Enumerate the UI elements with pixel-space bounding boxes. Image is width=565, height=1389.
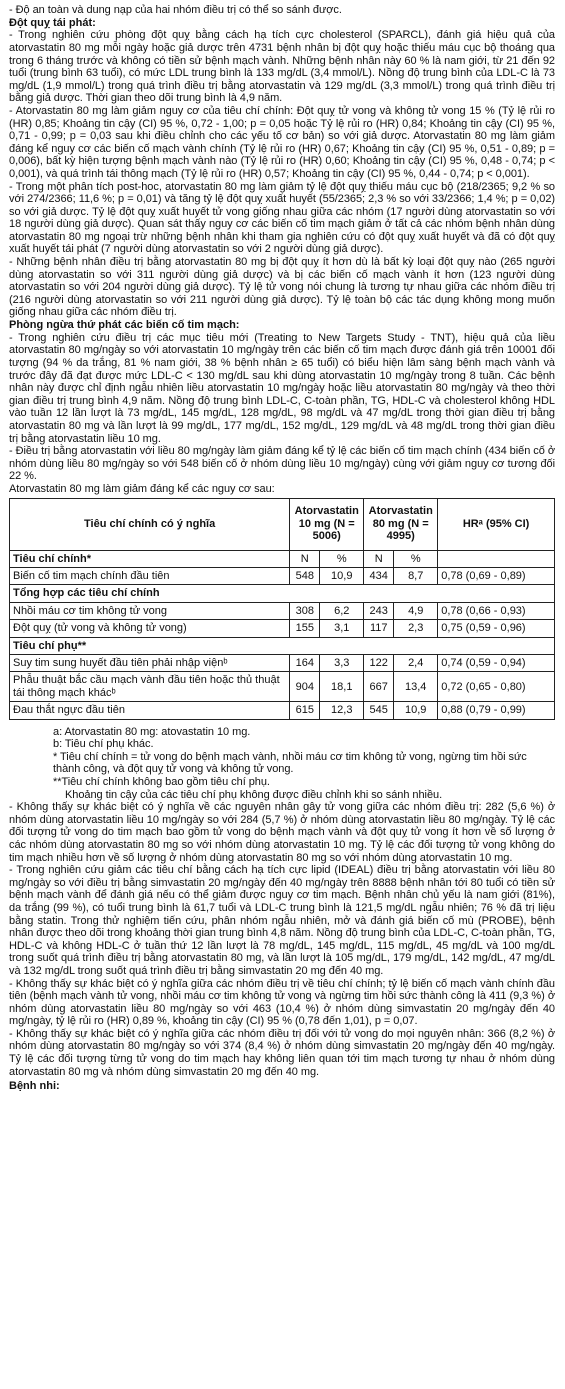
header-hr: HRᵃ (95% CI) — [438, 498, 555, 550]
footnote-b: b: Tiêu chí phụ khác. — [53, 738, 154, 751]
row-label: Đau thắt ngực đầu tiên — [10, 702, 290, 719]
cell-p80: 10,9 — [394, 702, 438, 719]
sparcl-results-paragraph: - Atorvastatin 80 mg làm giảm nguy cơ của tiêu chí chính: Đột quỵ tử vong và không tử vong 15 % (Tỷ lệ rủi ro (HR) 0,85; Khoảng tin cậy (CI) 95 %, 0,72 - 1,00; p = 0,05 hoặc Tỷ lệ rủi ro (HR) 0,84; Khoảng tin cậy (CI) 95 %, 0,71 - 0,99; p = 0,03 sau khi điều chỉnh cho các yếu tố cơ bản) so với giả dược. Atorvastatin 80 mg làm giảm đáng kể nguy cơ các biến cố mạch vành chính (Tỷ lệ rủi ro (HR) 0,67; Khoảng tin cậy (CI) 95 %, 0,51 - 0,89; p = 0,006), bất kỳ hiện tượng bệnh mạch vành nào (Tỷ lệ rủi ro (HR) 0,60; Khoảng tin cậy (CI) 95 %, 0,48 - 0,74; p < 0,001), và quá trình tái thông mạch (Tỷ lệ rủi ro (HR) 0,57; Khoảng tin cậy (CI) 95 %, 0,44 - 0,74; p < 0,001). — [9, 104, 555, 180]
cell-n80: 122 — [364, 655, 394, 672]
col-n-10: N — [290, 550, 320, 567]
ideal-paragraph: - Trong nghiên cứu giảm các tiêu chí bằng cách hạ tích cực lipid (IDEAL) điều trị bằng atorvastatin với liều 80 mg/ngày so với điều trị bằng simvastatin 20 mg/ngày đến 40 mg/ngày trên 8888 bệnh nhân tới 80 tuổi có tiền sử bệnh mạch vành để đánh giá nếu có thể giảm được nguy cơ tim mạch. Bệnh nhân chủ yếu là nam giới (81%), da trắng (99 %), có tuổi trung bình là 61,7 tuổi và LDL-C trung bình là 121,5 mg/dL ngẫu nhiên; 76 % đã trị liệu bằng statin. Trong thử nghiệm tiến cứu, phân nhóm ngẫu nhiên, mở và đánh giá biến cố mù (PROBE), bệnh nhân được theo dõi trong khoảng thời gian trung bình 4,8 năm. Nồng độ trung bình của LDL-C, C-toàn phần, TG, HDL-C và không HDL-C ở tuần thứ 12 lần lượt là 78 mg/dL, 145 mg/dL, 115 mg/dL, 45 mg/dL và 100 mg/dL trong suốt quá trình điều trị bằng atorvastatin 80 mg, và lần lượt là 105 mg/dL, 179 mg/dL, 142 mg/dL, 47 mg/dL và 132 mg/dL trong suốt quá trình điều trị bằng simvastatin 20 mg đến 40 mg. — [9, 864, 555, 977]
cell-hr: 0,72 (0,65 - 0,80) — [438, 672, 555, 702]
heading-pediatric: Bệnh nhi: — [9, 1080, 60, 1093]
heading-recurrent-stroke: Đột quỵ tái phát: — [9, 16, 96, 29]
cell-hr: 0,75 (0,59 - 0,96) — [438, 620, 555, 637]
row-label: Nhồi máu cơ tim không tử vong — [10, 602, 290, 619]
cell-n80: 434 — [364, 567, 394, 584]
table-row — [10, 655, 555, 672]
col-n-80: N — [364, 550, 394, 567]
cell-n80: 545 — [364, 702, 394, 719]
post-hoc-paragraph: - Trong một phân tích post-hoc, atorvastatin 80 mg làm giảm tỷ lệ đột quỵ thiếu máu cục bộ (218/2365; 9,2 % so với 274/2366; 11,6 %; p = 0,01) và tăng tỷ lệ đột quỵ xuất huyết (55/2365; 2,3 % so với 33/2366; 1,4 %; p = 0,02) so với giả dược. Tỷ lệ đột quỵ xuất huyết tử vong giống nhau giữa các nhóm (17 người dùng atorvastatin so với 18 người dùng giả dược). Quan sát thấy nguy cơ các biến cố tim mạch giảm ở tất cả các nhóm bệnh nhân dùng atorvastatin 80 mg ngoại trừ những bệnh nhân khi tham gia nghiên cứu có đột quỵ xuất huyết và đã có đột quỵ xuất huyết tái phát (7 người dùng atorvastatin so với 2 người dùng giả dược). — [9, 180, 555, 256]
table-footnotes — [9, 726, 555, 802]
cell-n10: 308 — [290, 602, 320, 619]
footnote-ci: Khoảng tin cậy của các tiêu chí phụ không được điều chỉnh khi so sánh nhiều. — [65, 788, 443, 801]
footnote-a: a: Atorvastatin 80 mg: atovastatin 10 mg. — [53, 725, 251, 738]
cell-n10: 904 — [290, 672, 320, 702]
cell-hr: 0,78 (0,69 - 0,89) — [438, 567, 555, 584]
cell-p80: 13,4 — [394, 672, 438, 702]
table-row — [10, 602, 555, 619]
header-atorvastatin-10: Atorvastatin 10 mg (N = 5006) — [290, 498, 364, 550]
footnote-primary: * Tiêu chí chính = tử vong do bệnh mạch vành, nhồi máu cơ tim không tử vong, ngừng tim hồi sức thành công, và đột quỵ tử vong và không tử vong. — [53, 750, 527, 776]
table-intro: Atorvastatin 80 mg làm giảm đáng kể các nguy cơ sau: — [9, 482, 275, 495]
table-row — [10, 620, 555, 637]
cell-hr: 0,78 (0,66 - 0,93) — [438, 602, 555, 619]
cell-hr: 0,74 (0,59 - 0,94) — [438, 655, 555, 672]
table-row — [10, 672, 555, 702]
cell-p10: 6,2 — [320, 602, 364, 619]
cell-n10: 548 — [290, 567, 320, 584]
row-label: Phẫu thuật bắc cầu mạch vành đầu tiên hoặc thủ thuật tái thông mạch khácᵇ — [10, 672, 290, 702]
header-atorvastatin-80: Atorvastatin 80 mg (N = 4995) — [364, 498, 438, 550]
ideal-mortality-paragraph: - Không thấy sự khác biệt có ý nghĩa giữa các nhóm điều trị đối với tử vong do mọi nguyên nhân: 366 (8,2 %) ở nhóm dùng atorvastatin 80 mg/ngày so với 374 (8,4 %) ở nhóm dùng simvastatin 20 mg/ngày đến 40 mg/ngày. Tỷ lệ các đối tượng từng tử vong do tim mạch hay không liên quan tới tim mạch tương tự nhau ở nhóm dùng atorvastatin 80 mg và nhóm dùng simvastatin 20 mg đến 40 mg. — [9, 1027, 555, 1078]
section-primary: Tiêu chí chính* — [10, 550, 290, 567]
table-row — [10, 567, 555, 584]
cell-n80: 117 — [364, 620, 394, 637]
stroke-events-paragraph: - Những bệnh nhân điều trị bằng atorvastatin 80 mg bị đột quỵ ít hơn dù là bất kỳ loại đột quỵ nào (265 người dùng atorvastatin so với 311 người dùng giả dược) và bị các biến cố mạch vành ít hơn (123 người dùng atorvastatin so với 204 người dùng giả dược). Tỷ lệ tử vong nói chung là tương tự nhau giữa các nhóm điều trị (216 người dùng atorvastatin so với 211 người dùng giả dược). Tỷ lệ toàn bộ các tác dụng không mong muốn giống nhau giữa các nhóm điều trị. — [9, 256, 555, 319]
footnote-secondary: **Tiêu chí chính không bao gồm tiêu chí phụ. — [53, 776, 270, 788]
tnt-paragraph: - Trong nghiên cứu điều trị các mục tiêu mới (Treating to New Targets Study - TNT), hiệu quả của liều atorvastatin 80 mg/ngày so với atorvastatin 10 mg/ngày trên các biến cố tim mạch được đánh giá trên 10001 đối tượng (94 % da trắng, 81 % nam giới, 38 % bệnh nhân ≥ 65 tuổi) có biểu hiện lâm sàng bệnh mạch vành và trước đây đã đạt được mức LDL-C < 130 mg/dL sau khi dùng atorvastatin 10 mg/ngày trong 8 tuần. Các bệnh nhân này được chỉ định ngẫu nhiên liều atorvastatin 10 mg/ngày hoặc liều atorvastatin 80 mg/ngày và theo thời gian điều trị trung bình 4,9 năm. Nồng độ trung bình LDL-C, C-toàn phần, TG, HDL-C và cholesterol không HDL vào tuần 12 lần lượt là 73 mg/dL, 145 mg/dL, 128 mg/dL, 98 mg/dL và 47 mg/dL trong thời gian điều trị bằng atorvastatin 80 mg và lần lượt là 99 mg/dL, 177 mg/dL, 152 mg/dL, 129 mg/dL và 48 mg/dL trong thời gian điều trị bằng atorvastatin liều 10 mg. — [9, 331, 555, 445]
col-pct-10: % — [320, 550, 364, 567]
cell-p10: 10,9 — [320, 567, 364, 584]
cell-p80: 8,7 — [394, 567, 438, 584]
results-table — [9, 498, 555, 720]
cell-p10: 3,1 — [320, 620, 364, 637]
row-label: Suy tim sung huyết đầu tiên phải nhập việnᵇ — [10, 655, 290, 672]
sparcl-paragraph: - Trong nghiên cứu phòng đột quỵ bằng cách hạ tích cực cholesterol (SPARCL), đánh giá hiệu quả của atorvastatin 80 mg mỗi ngày hoặc giả dược trên 4731 bệnh nhân bị đột quỵ hoặc thiếu máu cục bộ thoáng qua trong 6 tháng trước và không có tiền sử bệnh mạch vành. Những bệnh nhân này 60 % là nam giới, từ 21 đến 92 tuổi (trung bình 63 tuổi), có mức LDL trung bình là 133 mg/dL (3,4 mmol/L). Nồng độ trung bình của LDL-C là 73 mg/dL (1,9 mmol/L) trong quá trình điều trị bằng atorvastatin và 129 mg/dL (3,3 mmol/L) trong quá trình điều trị bằng giả dược. Thời gian theo dõi trung bình là 4,9 năm. — [9, 29, 555, 105]
cell-n10: 615 — [290, 702, 320, 719]
cell-p80: 2,3 — [394, 620, 438, 637]
cell-p80: 2,4 — [394, 655, 438, 672]
cell-p10: 18,1 — [320, 672, 364, 702]
heading-secondary-prevention: Phòng ngừa thứ phát các biến cố tim mạch: — [9, 319, 240, 332]
col-pct-80: % — [394, 550, 438, 567]
ideal-primary-paragraph: - Không thấy sự khác biệt có ý nghĩa giữa các nhóm điều trị về tiêu chí chính; tỷ lệ biến cố mạch vành chính đầu tiên (bệnh mạch vành tử vong, nhồi máu cơ tim không tử vong và ngừng tim hồi sức thành công là 411 (9,3 %) ở nhóm dùng atorvastatin liều 80 mg/ngày so với 463 (10,4 %) ở nhóm dùng simvastatin 20 mg/ngày đến 40 mg/ngày, tỷ lệ rủi ro (HR) 0,89 %, khoảng tin cậy (CI) 95 % (0,78 đến 1,01), p = 0,07. — [9, 977, 555, 1028]
cell-n80: 667 — [364, 672, 394, 702]
mortality-paragraph: - Không thấy sự khác biệt có ý nghĩa về các nguyên nhân gây tử vong giữa các nhóm điều trị: 282 (5,6 %) ở nhóm dùng atorvastatin liều 10 mg/ngày so với 284 (5,7 %) ở nhóm dùng atorvastatin liều 80 mg/ngày. Tỷ lệ các đối tượng tử vong do tim mạch bao gồm tử vong do bệnh mạch vành và đột quỵ tử vong ít hơn về số lượng ở các nhóm dùng atorvastatin 80 mg so với nhóm dùng atorvastatin 10 mg. Tỷ lệ các đối tượng tử vong không do tim mạch nhiều hơn về số lượng ở nhóm dùng atorvastatin 80 mg so với nhóm dùng atorvastatin 10 mg. — [9, 801, 555, 864]
tnt-results-paragraph: - Điều trị bằng atorvastatin với liều 80 mg/ngày làm giảm đáng kể tỷ lệ các biến cố tim mạch chính (434 biến cố ở nhóm dùng liều 80 mg/ngày so với 548 biến cố ở nhóm dùng liều 10 mg/ngày) cùng với giảm nguy cơ tương đối 22 %. — [9, 445, 555, 483]
header-criteria: Tiêu chí chính có ý nghĩa — [10, 498, 290, 550]
section-composite: Tổng hợp các tiêu chí chính — [10, 585, 555, 602]
row-label: Đột quỵ (tử vong và không tử vong) — [10, 620, 290, 637]
row-label: Biến cố tim mạch chính đầu tiên — [10, 567, 290, 584]
table-row — [10, 702, 555, 719]
intro-line: - Độ an toàn và dung nạp của hai nhóm điều trị có thể so sánh được. — [9, 4, 342, 16]
cell-n10: 164 — [290, 655, 320, 672]
cell-hr: 0,88 (0,79 - 0,99) — [438, 702, 555, 719]
empty-cell — [438, 550, 555, 567]
cell-p80: 4,9 — [394, 602, 438, 619]
section-secondary: Tiêu chí phụ** — [10, 637, 555, 654]
cell-n80: 243 — [364, 602, 394, 619]
cell-n10: 155 — [290, 620, 320, 637]
cell-p10: 12,3 — [320, 702, 364, 719]
cell-p10: 3,3 — [320, 655, 364, 672]
